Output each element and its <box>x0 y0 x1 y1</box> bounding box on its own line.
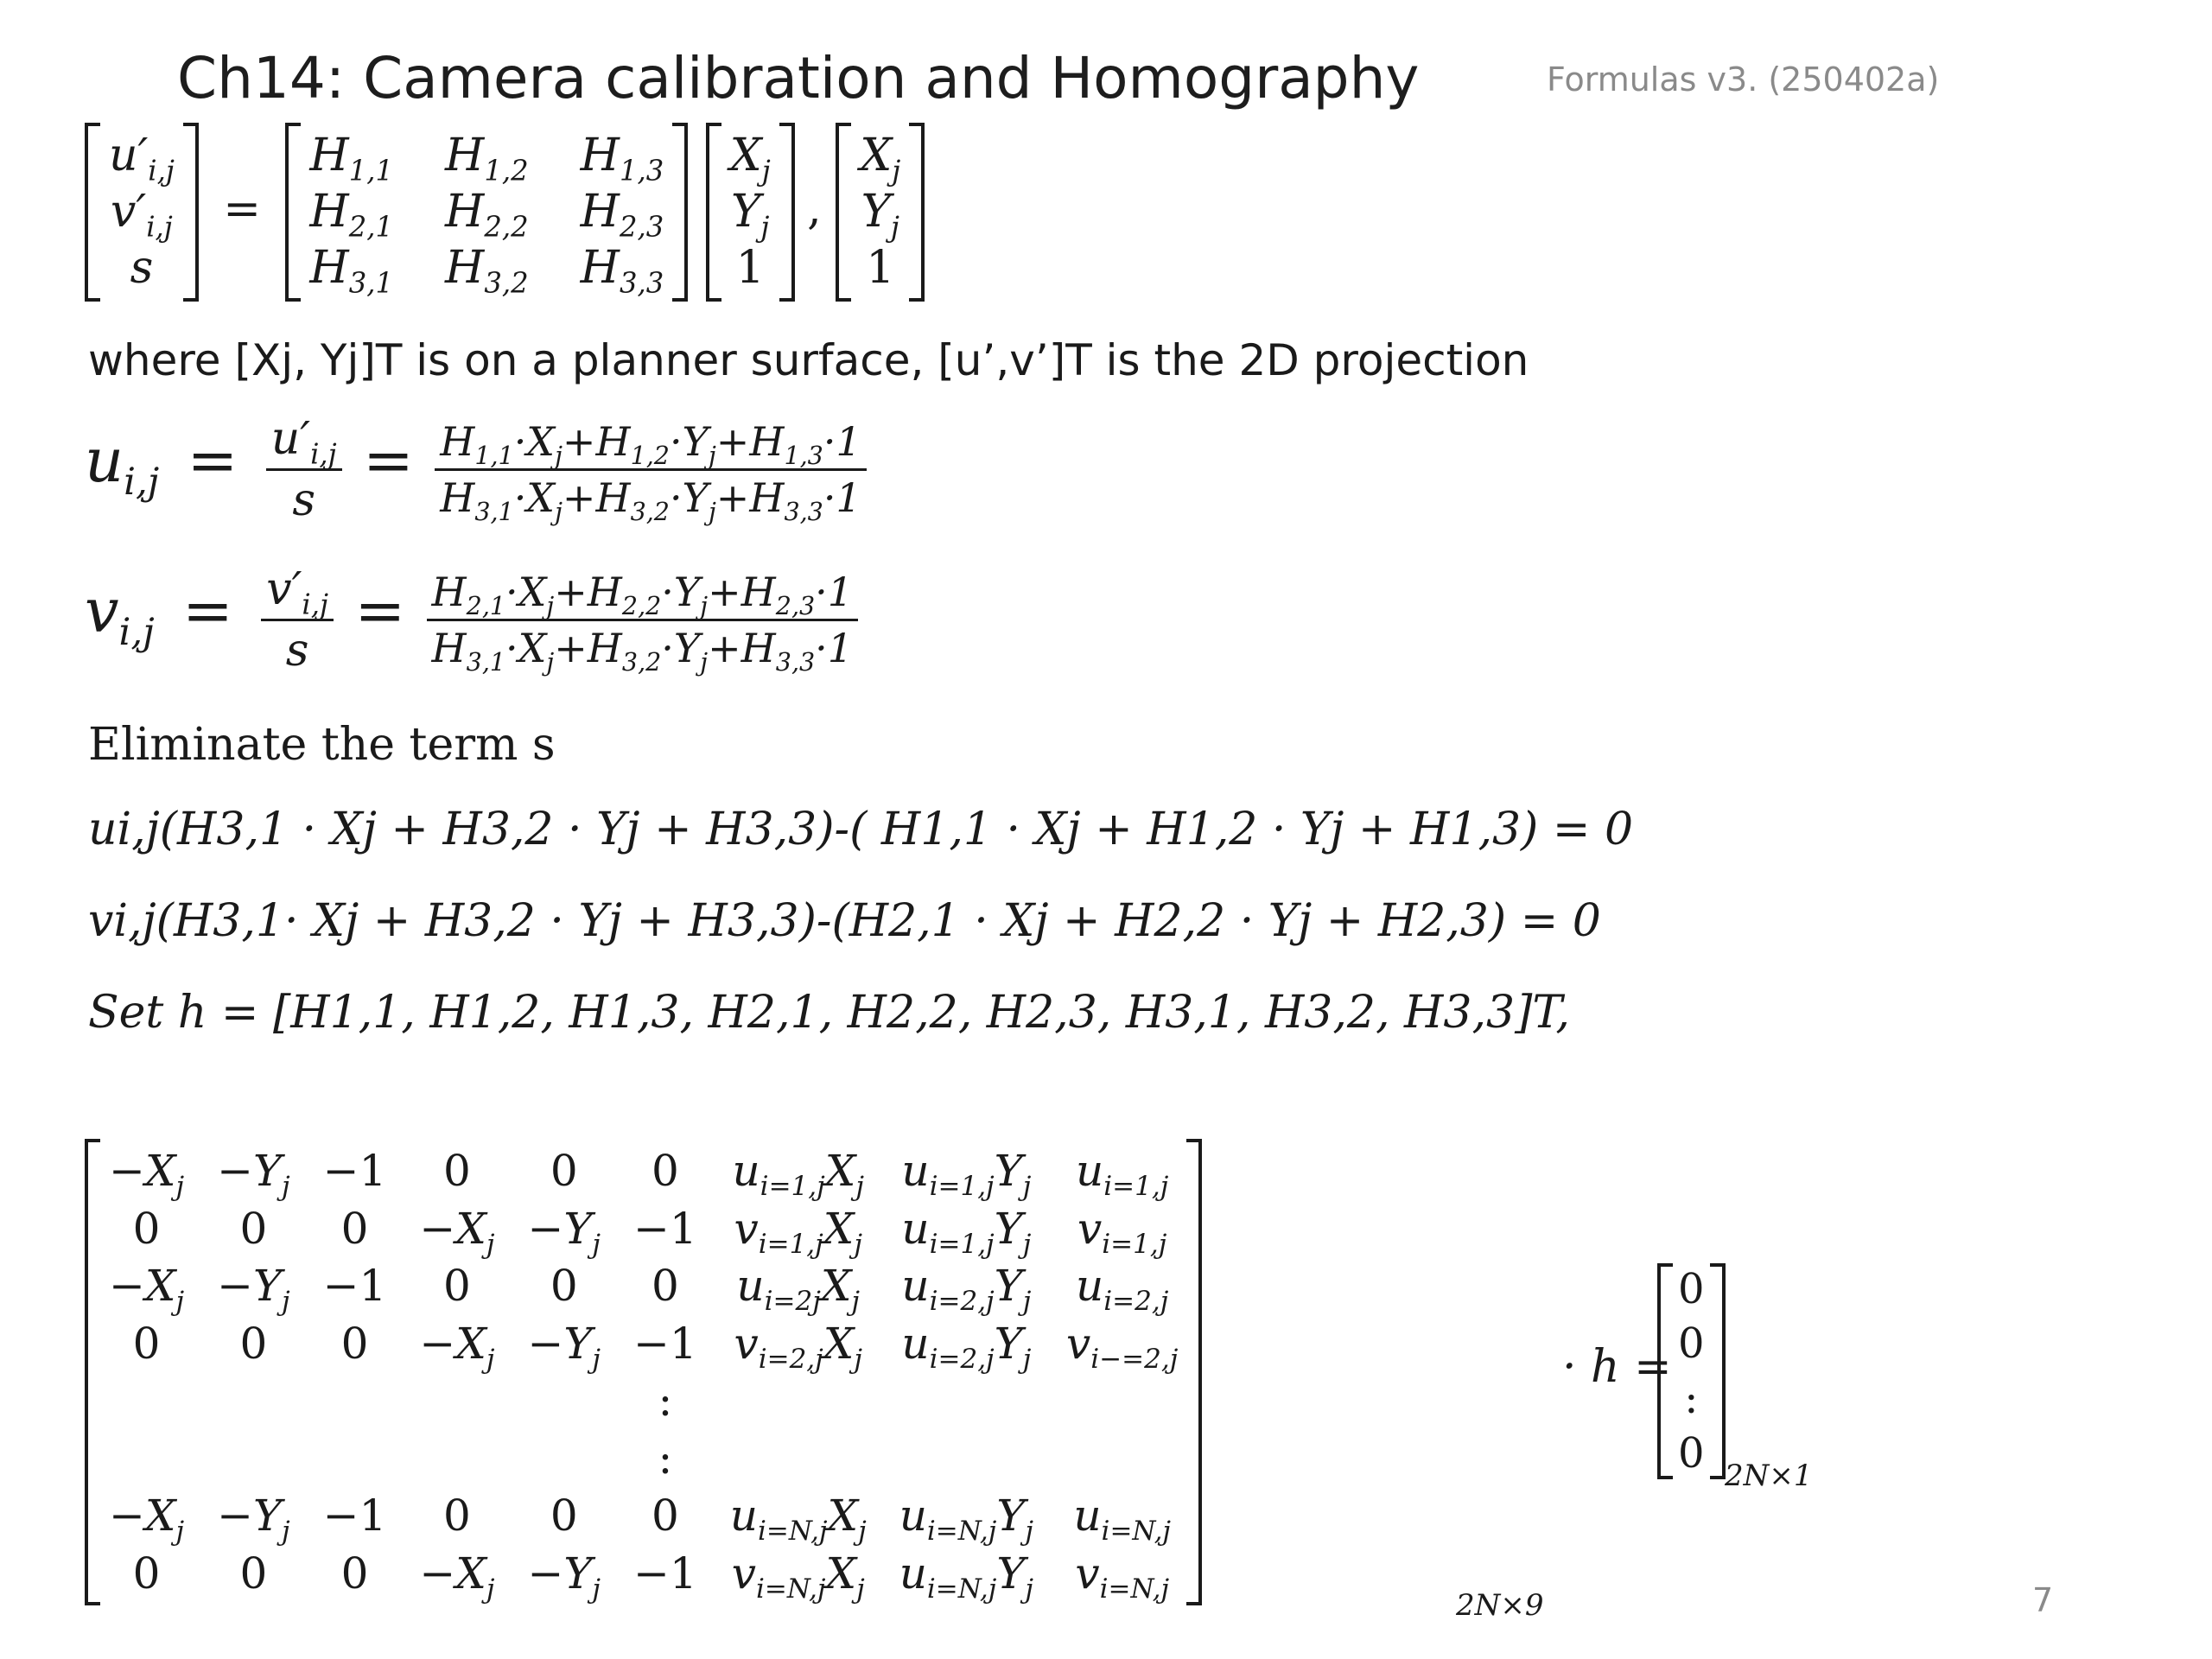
design-matrix: $-X_j$ $-Y_j$ −1 0 0 0 $u_{i=1,j}X_j$ $u_{i=1,j}Y_j$ $u_{i=1,j}$ 0 0 0 $-X_j$ $-Y_j$ −1 $v_{i=1,j}X_j$ $u_{i=1,j}Y_j$ $v_{i=1,j}$ $-X_j$ $-Y_j$ −1 0 0 0 $u_{i=2j}X_j$ $u_{i=2,j}Y_j$ $u_{i=2,j}$ 0 0 0 $-X_j$ $-Y_j$ −1 $v_{i=2,j}X_j$ $u_{i=2,j}Y_j$ $v_{i-=2,j}$ : : $-X_j$ $-Y_j$ −1 0 0 0 $u_{i=N,j}X_j$ $u_{i=N,j}Y_j$ $u_{i=N,j}$ 0 0 0 $-X_j$ $-Y_j$ −1 $v_{i=N,j}X_j$ $u_{i=N,j}Y_j$ $v_{i=N,j}$ <box>85 1139 1202 1605</box>
set-h-definition: Set h = [H1,1, H1,2, H1,3, H2,1, H2,2, H2,3, H3,1, H3,2, H3,3]T, <box>88 987 1570 1039</box>
uv-vector: $u'_{i,j}$ $v'_{i,j}$ s <box>85 123 199 302</box>
u-equation: $u_{i,j}$ = $\frac{u'_{i,j}}{s}$ = $\frac{H_{1,1}\cdot X_j+H_{1,2}\cdot Y_j+H_{1,3}\cdot 1}{H_{3,1}\cdot X_j+H_{3,2}\cdot Y_j+H_{3,3}\cdot 1}$ <box>85 413 867 526</box>
page-title: Ch14: Camera calibration and Homography <box>177 45 1420 111</box>
h-matrix: $H_{1,1}$ $H_{1,2}$ $H_{1,3}$ $H_{2,1}$ $H_{2,2}$ $H_{2,3}$ $H_{3,1}$ $H_{3,2}$ $H_{3,3}$ <box>285 123 688 302</box>
zero-vector-size: 2N×1 <box>1725 1459 1813 1493</box>
v-constraint-equation: vi,j(H3,1· Xj + H3,2 · Yj + H3,3)-(H2,1 · Xj + H2,2 · Yj + H2,3) = 0 <box>88 895 1601 947</box>
page-number: 7 <box>2032 1581 2054 1619</box>
eliminate-text: Eliminate the term s <box>88 719 556 771</box>
xy1-vector-2: $X_j$ $Y_j$ 1 <box>836 123 925 302</box>
where-text-content: where [Xj, Yj]T is on a planner surface, [u’,v’]T is the 2D projection <box>88 335 1529 385</box>
design-matrix-size: 2N×9 <box>1456 1588 1544 1623</box>
v-equation: $v_{i,j}$ = $\frac{v'_{i,j}}{s}$ = $\frac{H_{2,1}\cdot X_j+H_{2,2}\cdot Y_j+H_{2,3}\cdot 1}{H_{3,1}\cdot X_j+H_{3,2}\cdot Y_j+H_{3,3}\cdot 1}$ <box>85 563 858 677</box>
version-label: Formulas v3. (250402a) <box>1547 60 1940 99</box>
rhs-label: · h = <box>1562 1341 1672 1393</box>
u-constraint-equation: ui,j(H3,1 · Xj + H3,2 · Yj + H3,3)-( H1,1 · Xj + H1,2 · Yj + H1,3) = 0 <box>88 804 1634 855</box>
where-text <box>88 335 1529 385</box>
homography-equation: $u'_{i,j}$ $v'_{i,j}$ s = $H_{1,1}$ $H_{1,2}$ $H_{1,3}$ $H_{2,1}$ $H_{2,2}$ $H_{2,3}$ $H_{3,1}$ $H_{3,2}$ $H_{3,3}$ $X_j$ $Y_j$ 1 , $X_j$ $Y_j$ 1 <box>85 123 925 302</box>
zero-vector: 0 0 : 0 <box>1657 1263 1726 1479</box>
xy1-vector: $X_j$ $Y_j$ 1 <box>706 123 795 302</box>
